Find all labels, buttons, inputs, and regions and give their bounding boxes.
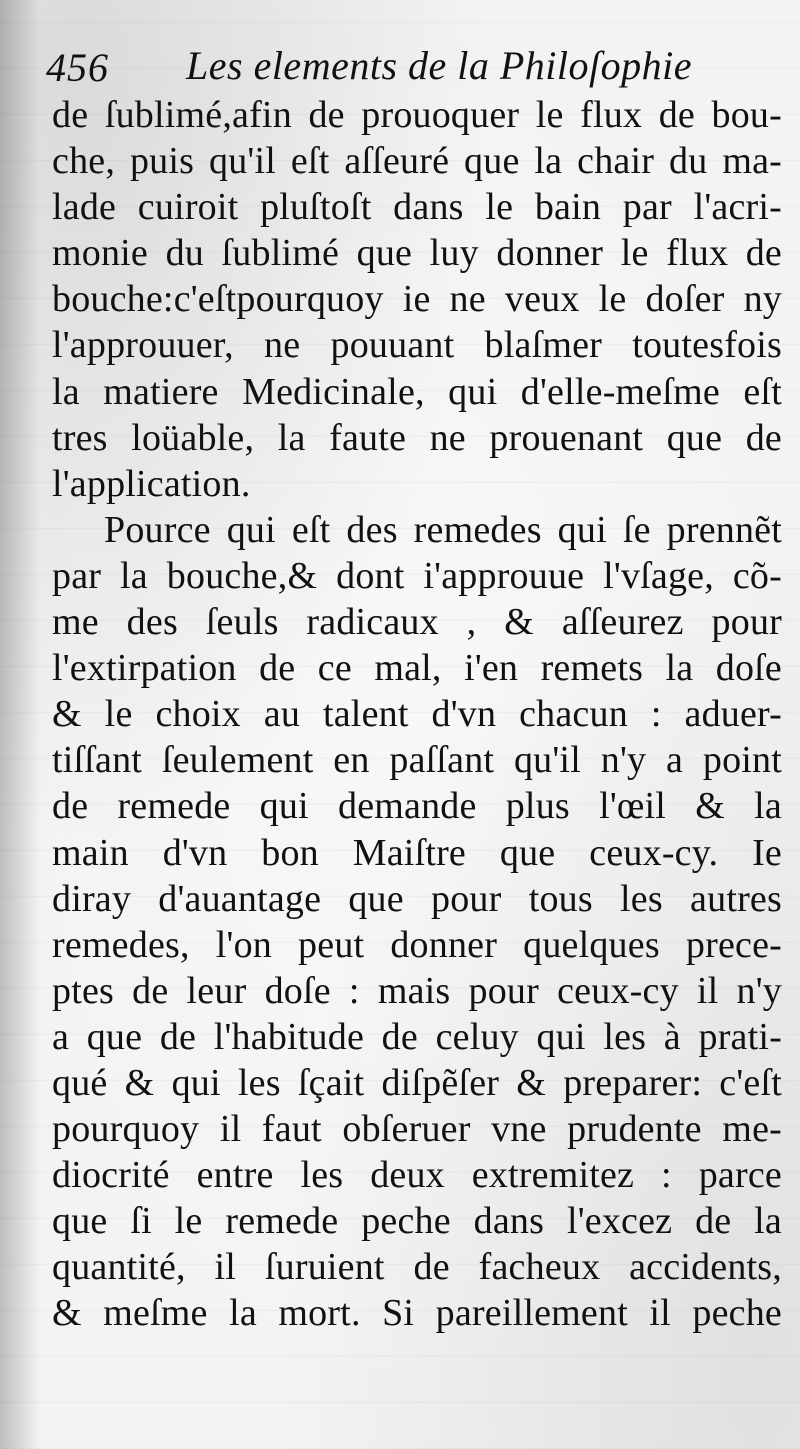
text-line: de remede qui demande plus l'œil & la: [52, 785, 782, 828]
text-line: l'approuuer, ne pouuant blaſmer toutesfois: [52, 324, 782, 367]
text-line: que ſi le remede peche dans l'excez de la: [52, 1200, 782, 1243]
text-line: che, puis qu'il eſt aſſeuré que la chair du ma-: [52, 140, 782, 183]
text-line: l'extirpation de ce mal, i'en remets la doſe: [52, 647, 782, 690]
text-line: lade cuiroit pluſtoſt dans le bain par l'acri-: [52, 186, 782, 229]
text-line: & meſme la mort. Si pareillement il peche: [52, 1292, 782, 1335]
text-line: qué & qui les ſçait diſpẽſer & preparer: c'eſt: [52, 1061, 782, 1104]
text-line: & le choix au talent d'vn chacun : aduer-: [52, 693, 782, 736]
body-text: [52, 92, 782, 1337]
text-line: pourquoy il faut obſeruer vne prudente me-: [52, 1108, 782, 1151]
text-line: monie du ſublimé que luy donner le flux de: [52, 232, 782, 275]
text-line: bouche:c'eſtpourquoy ie ne veux le doſer ny: [52, 278, 782, 321]
text-line: tiſſant ſeulement en paſſant qu'il n'y a point: [52, 739, 782, 782]
page-number: 456: [46, 45, 109, 90]
text-line: diray d'auantage que pour tous les autres: [52, 877, 782, 920]
text-line: de ſublimé,afin de prouoquer le flux de bou-: [52, 94, 782, 136]
text-line: ptes de leur doſe : mais pour ceux-cy il n'y: [52, 969, 782, 1012]
page-gutter-shadow: [0, 0, 40, 1449]
text-line: la matiere Medicinale, qui d'elle-meſme eſt: [52, 370, 782, 413]
text-line: tres loüable, la faute ne prouenant que de: [52, 416, 782, 459]
running-head: Les elements de la Philoſophie: [186, 43, 693, 88]
text-line: diocrité entre les deux extremitez : parce: [52, 1154, 782, 1197]
text-line: quantité, il ſuruient de facheux accidents,: [52, 1246, 782, 1289]
text-line: main d'vn bon Maiſtre que ceux-cy. Ie: [52, 831, 782, 874]
paragraph-start-line: Pource qui eſt des remedes qui ſe prennẽt: [104, 508, 782, 551]
text-line: l'application.: [52, 462, 251, 505]
page-header: [46, 38, 746, 90]
text-line: par la bouche,& dont i'approuue l'vſage, cõ-: [52, 554, 782, 597]
text-line: remedes, l'on peut donner quelques prece-: [52, 923, 782, 966]
text-line: a que de l'habitude de celuy qui les à prati-: [52, 1015, 782, 1058]
text-line: me des ſeuls radicaux , & aſſeurez pour: [52, 601, 782, 644]
